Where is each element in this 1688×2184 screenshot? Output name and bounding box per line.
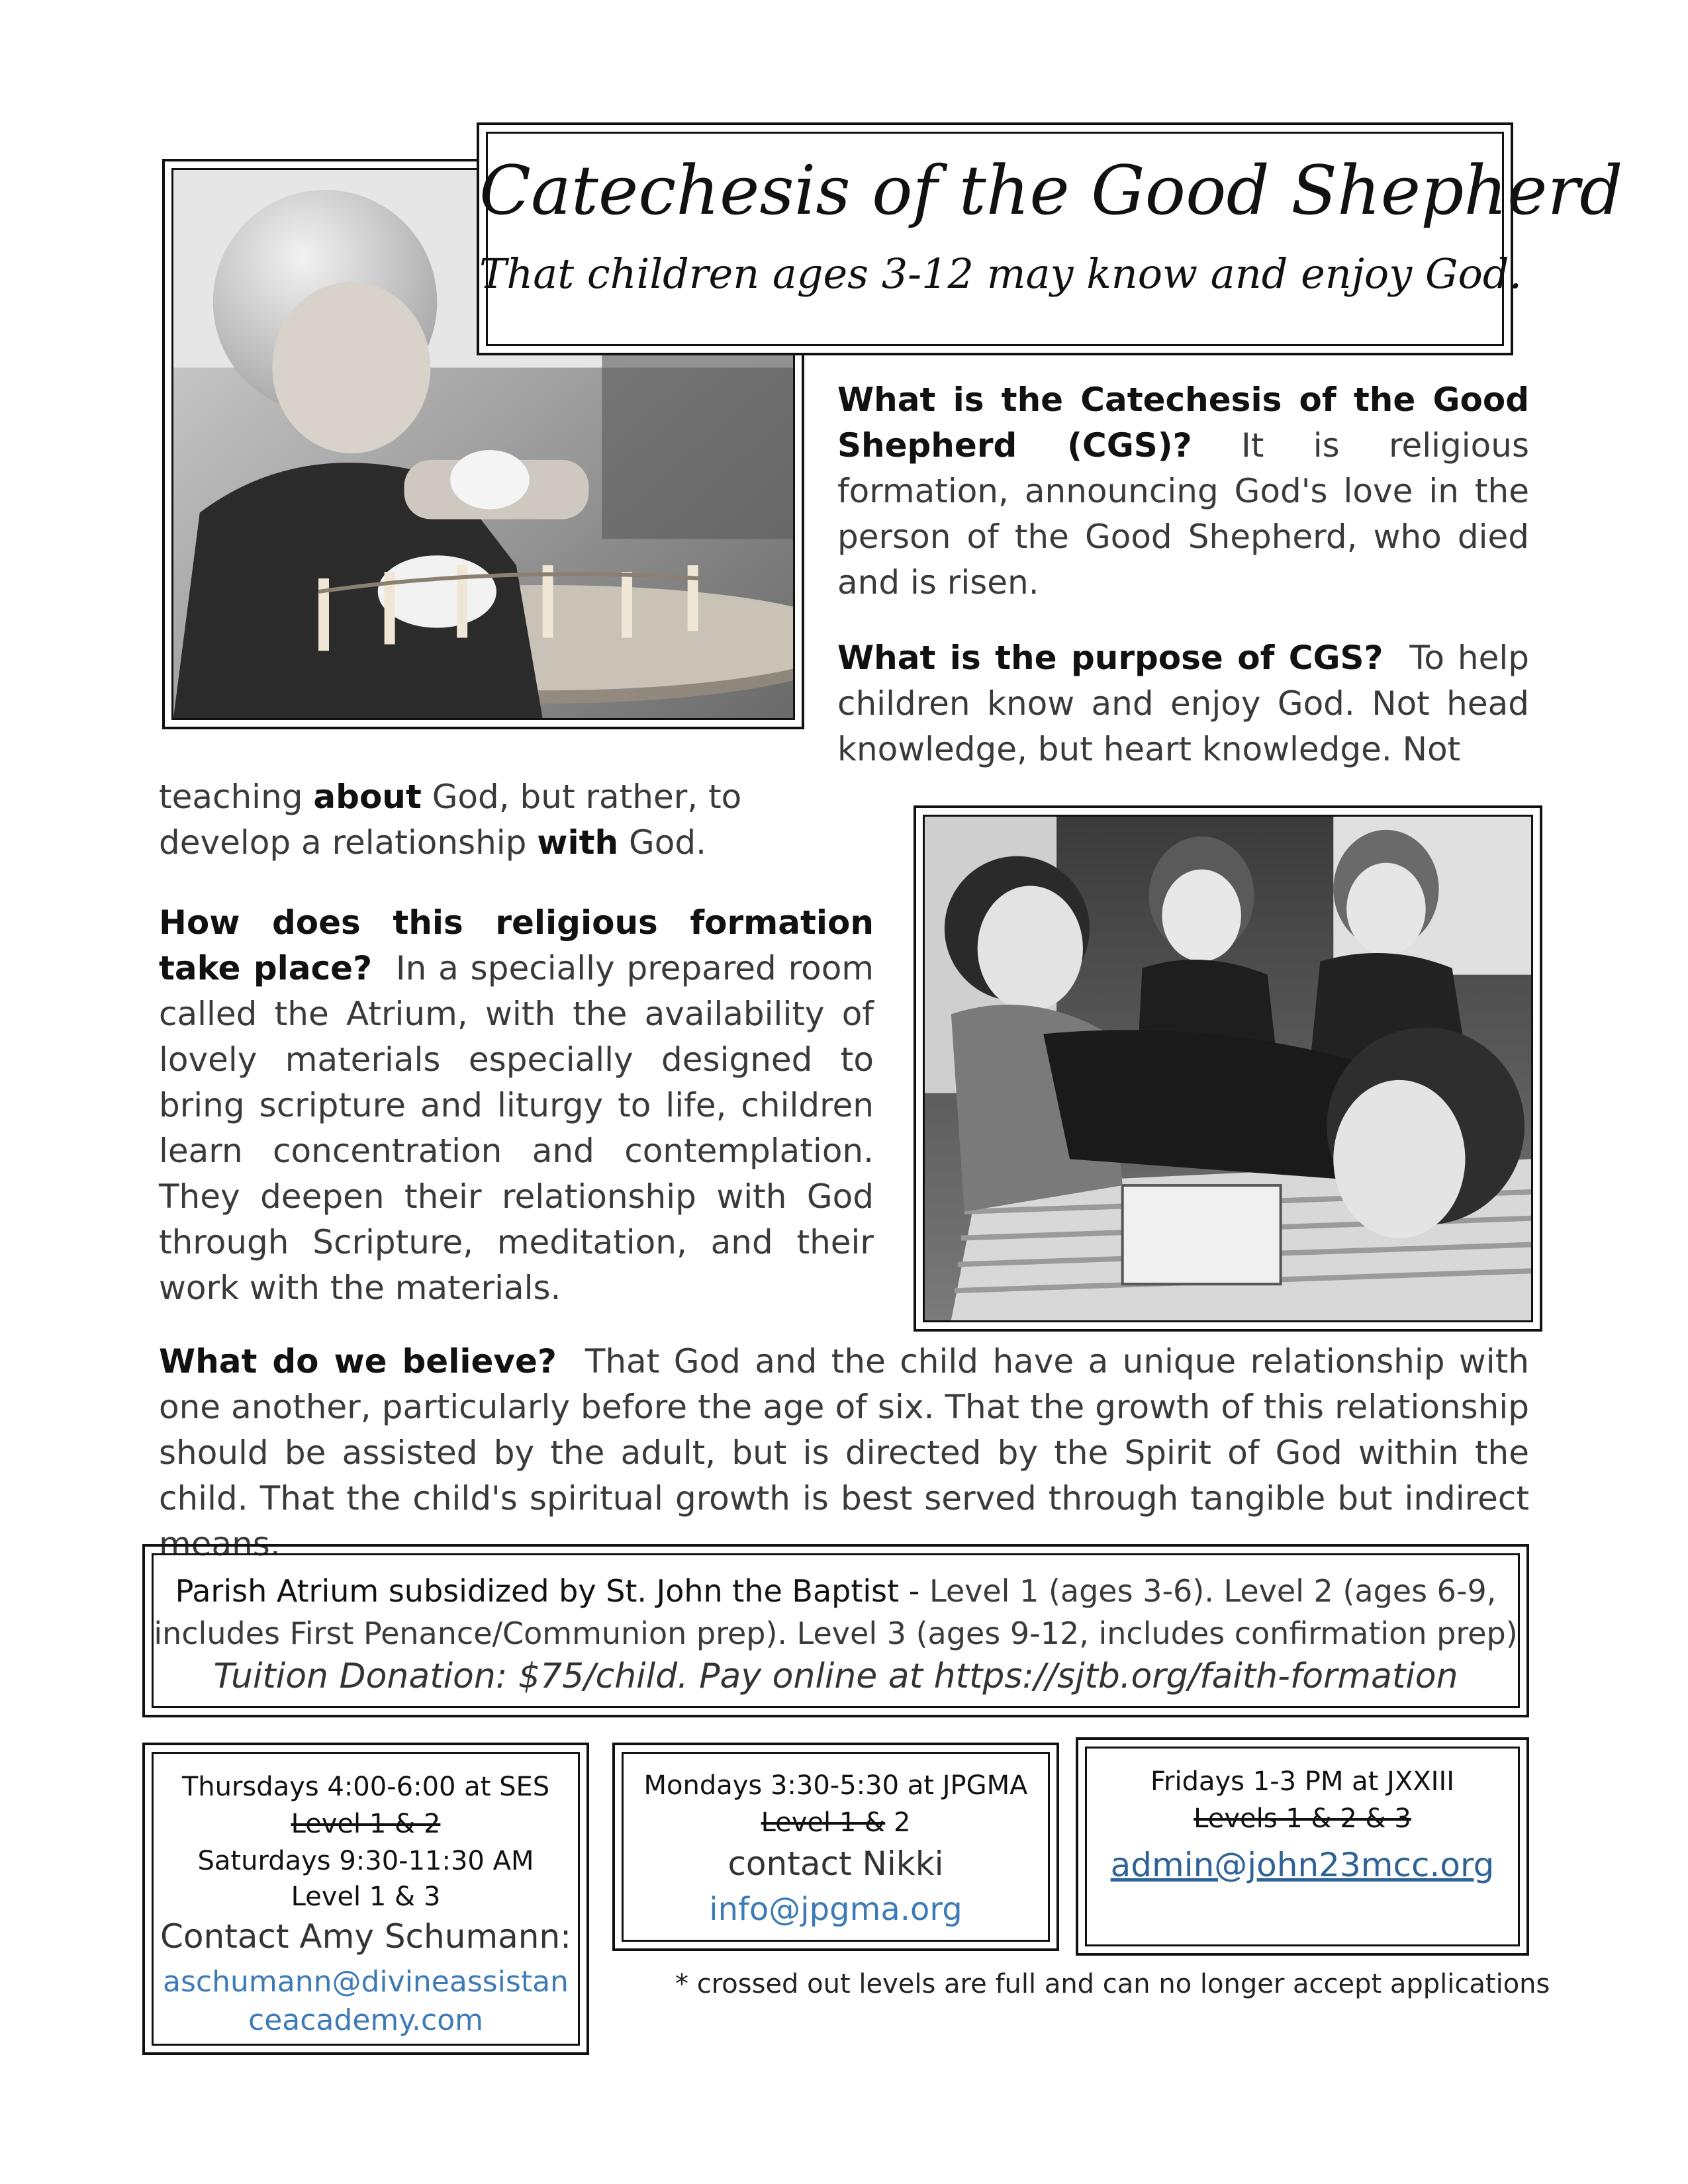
schedule-box-jxxiii [1076,1737,1529,1956]
answer-what-is: It is religious formation, announcing God's love in the person of the Good Shepherd, who died and is risen. [837,426,1529,602]
jxxiii-level-full: Levels 1 & 2 & 3 [1194,1803,1411,1834]
purpose-text-a: teaching [159,778,314,816]
question-purpose: What is the purpose of CGS? [837,639,1383,677]
purpose-text-c: God. [618,823,706,862]
footnote: * crossed out levels are full and can no longer accept applications [675,1969,1550,1999]
jpgma-email[interactable]: info@jpgma.org [709,1891,962,1928]
ses-email-line-2[interactable]: ceacademy.com [248,2003,483,2037]
ses-email-line-1[interactable]: aschumann@divineassistan [163,1965,569,1999]
schedule-box-jpgma [612,1743,1059,1951]
purpose-emphasis-with: with [537,823,619,862]
jpgma-time-line [615,1770,1056,1801]
answer-how: In a specially prepared room called the Atrium, with the availability of lovely materials especially designed to bring scripture and liturgy to life, children learn concentration and contemplation. They deepen their relationship with God through Scripture, meditation, and their work with the materials. [159,949,874,1307]
jxxiii-time-line [1078,1766,1526,1797]
answer-believe: That God and the child have a unique relationship with one another, particularly before the age of six. That the growth of this relationship should be assisted by the adult, but is directed by the Spirit of God within the child. That the child's spiritual growth is best served through tangible but indirect means. [159,1342,1529,1563]
question-what-is: What is the Catechesis of the Good Shepherd (CGS)? [837,381,1529,465]
ses-contact: Contact Amy Schumann: [160,1917,571,1956]
answer-purpose-part1: To help children know and enjoy God. Not head knowledge, but heart knowledge. Not [837,639,1529,768]
ses-time: Thursdays 4:00-6:00 at [181,1772,491,1802]
info-levels-b: includes First Penance/Communion prep). Level 3 (ages 9-12, includes confirmation prep) [154,1615,1518,1651]
jpgma-site: JPGMA [942,1770,1028,1801]
title-box [477,122,1623,355]
jpgma-level-open: 2 [885,1807,911,1838]
section-how [159,900,874,1311]
info-line-1 [145,1573,1526,1609]
page-title: Catechesis of the Good Shepherd [479,152,1623,230]
parish-info-box [142,1544,1529,1717]
jpgma-level-line [615,1807,1056,1838]
info-heading: Parish Atrium subsidized by St. John the Baptist - [175,1573,920,1609]
jpgma-contact: contact Nikki [727,1844,944,1883]
photo-children-in-atrium [914,805,1542,1332]
jxxiii-email[interactable]: admin@john23mcc.org [1110,1846,1495,1884]
section-believe [159,1339,1529,1567]
section-purpose [837,635,1529,772]
page-subtitle: That children ages 3-12 may know and enjoy God. [479,250,1523,298]
schedule-box-ses [142,1743,589,2055]
jxxiii-site: JXXIII [1387,1766,1455,1797]
purpose-text-b: God, but rather, to develop a relationship [159,778,742,862]
ses-level-open: Level 1 & 3 [291,1882,441,1912]
question-believe: What do we believe? [159,1342,557,1381]
ses-time-line [145,1772,586,1802]
ses-saturday-time: Saturdays 9:30-11:30 AM [197,1846,534,1876]
tuition-line: Tuition Donation: $75/child. Pay online at https://sjtb.org/faith-formation [213,1657,1458,1696]
purpose-emphasis-about: about [313,778,422,816]
jpgma-level-full: Level 1 & [761,1807,886,1838]
section-what-is [837,377,1529,606]
section-purpose-continued [159,774,874,866]
jxxiii-time: Fridays 1-3 PM at [1150,1766,1379,1797]
ses-level-full: Level 1 & 2 [291,1809,441,1839]
photo-children-in-atrium-image [925,817,1531,1320]
info-levels-a: Level 1 (ages 3-6). Level 2 (ages 6-9, [929,1573,1497,1609]
question-how: How does this religious formation take place? [159,903,874,987]
jpgma-time: Mondays 3:30-5:30 at [643,1770,934,1801]
ses-site: SES [499,1772,550,1802]
